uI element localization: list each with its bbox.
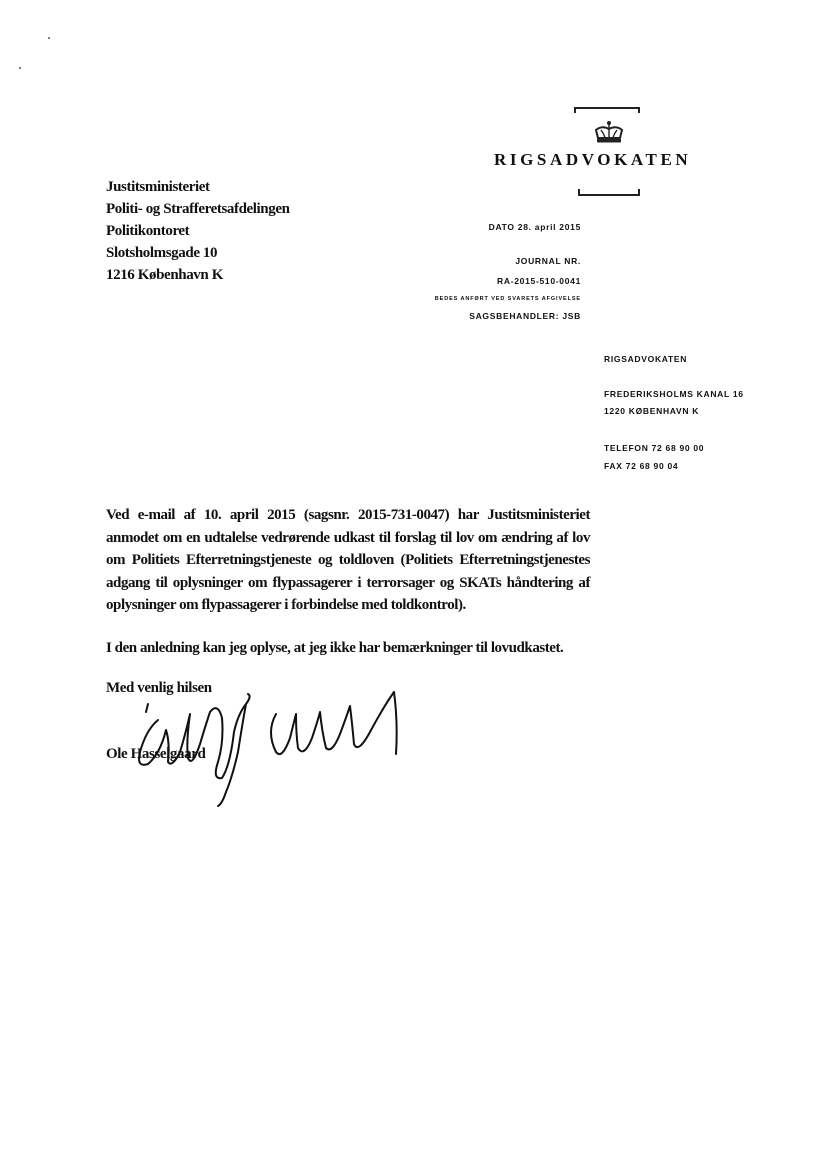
sender-city: 1220 KØBENHAVN K (604, 406, 700, 416)
recipient-line: Slotsholmsgade 10 (106, 245, 218, 261)
letterhead-bottom-rule (578, 194, 640, 196)
recipient-address (106, 176, 290, 286)
signer-name: Ole Hasselgaard (106, 746, 206, 762)
scan-speck (48, 37, 50, 39)
letterhead-top-rule (574, 107, 640, 109)
case-officer: SAGSBEHANDLER: JSB (469, 311, 581, 321)
scan-speck (19, 67, 21, 69)
letterhead-bottom-tick-right (638, 189, 640, 194)
body-paragraph: I den anledning kan jeg oplyse, at jeg ikke har bemærkninger til lovudkastet. (106, 639, 564, 656)
reply-note: BEDES ANFØRT VED SVARETS AFGIVELSE (434, 296, 581, 302)
journal-number: RA-2015-510-0041 (497, 276, 581, 286)
recipient-line: 1216 København K (106, 267, 223, 283)
letterhead-top-tick-left (574, 107, 576, 113)
sender-fax: FAX 72 68 90 04 (604, 461, 679, 471)
letterhead-top-tick-right (638, 107, 640, 113)
letterhead-bottom-tick-left (578, 189, 580, 194)
journal-label: JOURNAL NR. (515, 256, 581, 266)
letter-date: DATO 28. april 2015 (488, 222, 581, 232)
letter-body (106, 504, 590, 679)
letterhead-name: RIGSADVOKATEN (494, 150, 692, 169)
body-paragraph: Ved e-mail af 10. april 2015 (sagsnr. 2015-731-0047) har Justitsministeriet anmodet om en udtalelse vedrørende udkast til forslag til lov om ændring af lov om Politiets Efterretningstjeneste og toldloven (Politiets Efterretningstjenestes adgang til oplysninger om flypassagerer i terrorsager og SKATs håndtering af oplysninger om flypassagerer i forbindelse med toldkontrol). (106, 507, 590, 613)
handwritten-signature (126, 682, 416, 808)
sender-phone: TELEFON 72 68 90 00 (604, 443, 705, 453)
recipient-line: Justitsministeriet (106, 179, 210, 195)
sender-street: FREDERIKSHOLMS KANAL 16 (604, 389, 744, 399)
recipient-line: Politikontoret (106, 223, 190, 239)
closing-greeting: Med venlig hilsen (106, 680, 212, 696)
sender-name: RIGSADVOKATEN (604, 354, 688, 364)
crown-icon (592, 120, 626, 146)
recipient-line: Politi- og Strafferetsafdelingen (106, 201, 290, 217)
